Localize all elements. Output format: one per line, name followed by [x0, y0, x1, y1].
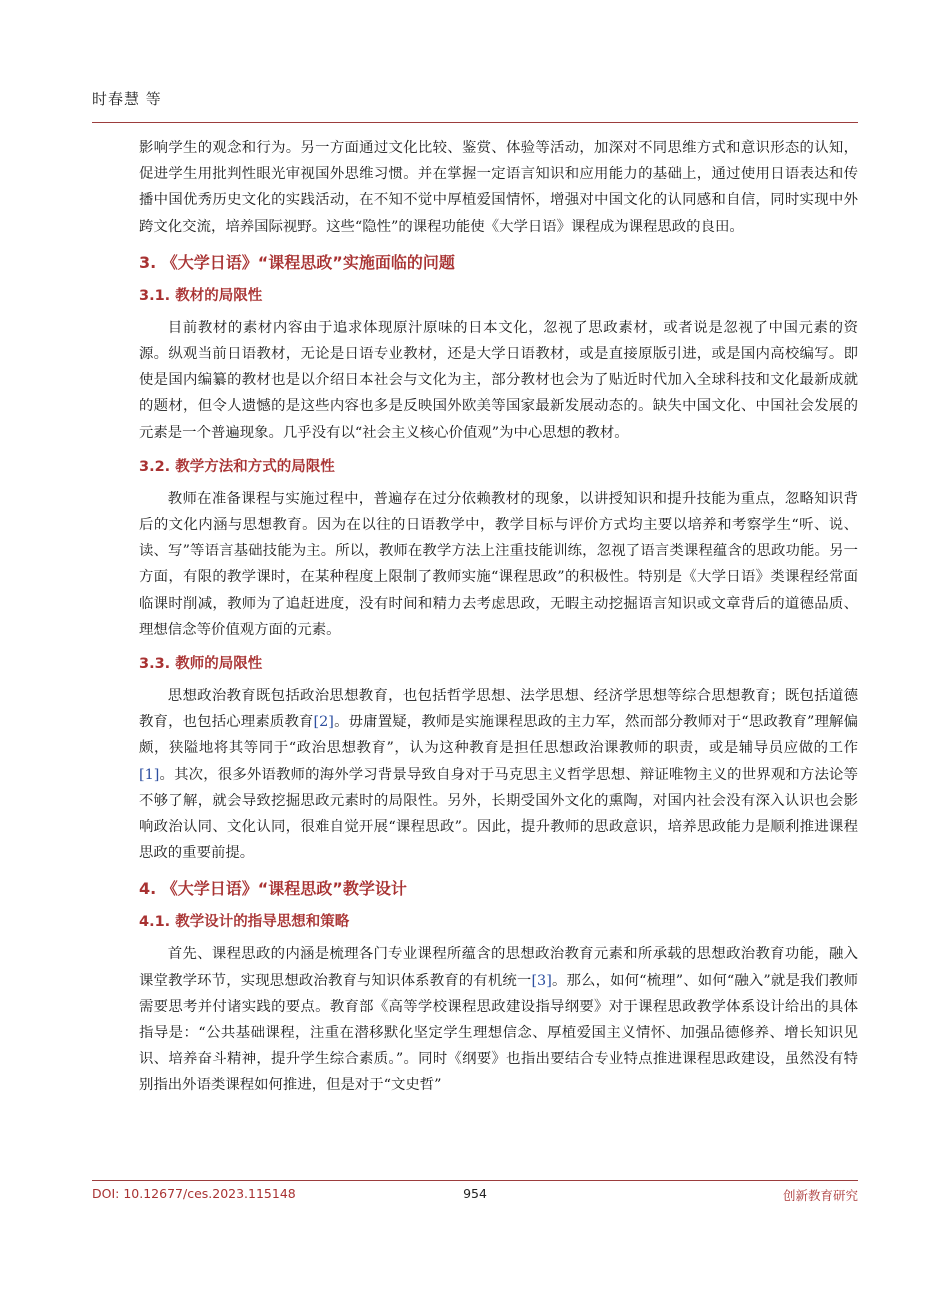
paragraph-3-3-part-b: 。毋庸置疑，教师是实施课程思政的主力军，然而部分教师对于“思政教育”理解偏颇，狭隘地将其等同于“政治思想教育”，认为这种教育是担任思想政治课教师的职责，或是辅导员应做的工作 — [139, 714, 858, 757]
paragraph-3-3-part-a: 思想政治教育既包括政治思想教育，也包括哲学思想、法学思想、经济学思想等综合思想教育；既包括道德教育，也包括心理素质教育 — [139, 688, 858, 731]
paragraph-intro: 影响学生的观念和行为。另一方面通过文化比较、鉴赏、体验等活动，加深对不同思维方式和意识形态的认知，促进学生用批判性眼光审视国外思维习惯。并在掌握一定语言知识和应用能力的基础上，通过使用日语表达和传播中国优秀历史文化的实践活动，在不知不觉中厚植爱国情怀，增强对中国文化的认同感和自信，同时实现中外跨文化交流，培养国际视野。这些“隐性”的课程功能使《大学日语》课程成为课程思政的良田。 — [139, 140, 858, 235]
paragraph-4-1 — [139, 941, 858, 1098]
paragraph-4-1-part-a: 首先、课程思政的内涵是梳理各门专业课程所蕴含的思想政治教育元素和所承载的思想政治教育功能，融入课堂教学环节，实现思想政治教育与知识体系教育的有机统一 — [139, 946, 858, 989]
citation-ref-1[interactable]: [1] — [139, 766, 160, 783]
header-divider — [92, 122, 858, 123]
section-3-1-heading: 3.1. 教材的局限性 — [139, 287, 263, 304]
article-body — [139, 135, 858, 1099]
running-header-author: 时春慧 等 — [92, 90, 162, 108]
paragraph-3-3-part-c: 。其次，很多外语教师的海外学习背景导致自身对于马克思主义哲学思想、辩证唯物主义的世界观和方法论等不够了解，就会导致挖掘思政元素时的局限性。另外，长期受国外文化的熏陶，对国内社会没有深入认识也会影响政治认同、文化认同，很难自觉开展“课程思政”。因此，提升教师的思政意识，培养思政能力是顺利推进课程思政的重要前提。 — [139, 766, 858, 862]
page-number: 954 — [463, 1186, 487, 1201]
citation-ref-2[interactable]: [2] — [313, 714, 334, 731]
paragraph-4-1-part-b: 。那么，如何“梳理”、如何“融入”就是我们教师需要思考并付诸实践的要点。教育部《高等学校课程思政建设指导纲要》对于课程思政教学体系设计给出的具体指导是：“公共基础课程，注重在潜移默化坚定学生理想信念、厚植爱国主义情怀、加强品德修养、增长知识见识、培养奋斗精神，提升学生综合素质。”。同时《纲要》也指出要结合专业特点推进课程思政建设，虽然没有特别指出外语类课程如何推进，但是对于“文史哲” — [139, 972, 858, 1094]
section-3-3-heading: 3.3. 教师的局限性 — [139, 656, 263, 673]
paragraph-3-1: 目前教材的素材内容由于追求体现原汁原味的日本文化，忽视了思政素材，或者说是忽视了中国元素的资源。纵观当前日语教材，无论是日语专业教材，还是大学日语教材，或是直接原版引进，或是国内高校编写。即使是国内编纂的教材也是以介绍日本社会与文化为主，部分教材也会为了贴近时代加入全球科技和文化最新成就的题材，但令人遗憾的是这些内容也多是反映国外欧美等国家最新发展动态的。缺失中国文化、中国社会发展的元素是一个普遍现象。几乎没有以“社会主义核心价值观”为中心思想的教材。 — [139, 319, 858, 441]
paragraph-3-2: 教师在准备课程与实施过程中，普遍存在过分依赖教材的现象，以讲授知识和提升技能为重点，忽略知识背后的文化内涵与思想教育。因为在以往的日语教学中，教学目标与评价方式均主要以培养和考察学生“听、说、读、写”等语言基础技能为主。所以，教师在教学方法上注重技能训练，忽视了语言类课程蕴含的思政功能。另一方面，有限的教学课时，在某种程度上限制了教师实施“课程思政”的积极性。特别是《大学日语》类课程经常面临课时削减，教师为了追赶进度，没有时间和精力去考虑思政，无暇主动挖掘语言知识或文章背后的道德品质、理想信念等价值观方面的元素。 — [139, 490, 858, 638]
section-4-1-heading: 4.1. 教学设计的指导思想和策略 — [139, 914, 350, 931]
citation-ref-3[interactable]: [3] — [531, 972, 552, 989]
paragraph-3-3 — [139, 683, 858, 866]
footer-divider — [92, 1180, 858, 1181]
section-3-heading: 3. 《大学日语》“课程思政”实施面临的问题 — [139, 252, 455, 272]
section-4-heading: 4. 《大学日语》“课程思政”教学设计 — [139, 879, 407, 899]
section-3-2-heading: 3.2. 教学方法和方式的局限性 — [139, 458, 335, 475]
journal-name: 创新教育研究 — [782, 1188, 858, 1203]
footer-doi-link[interactable]: DOI: 10.12677/ces.2023.115148 — [92, 1186, 296, 1201]
